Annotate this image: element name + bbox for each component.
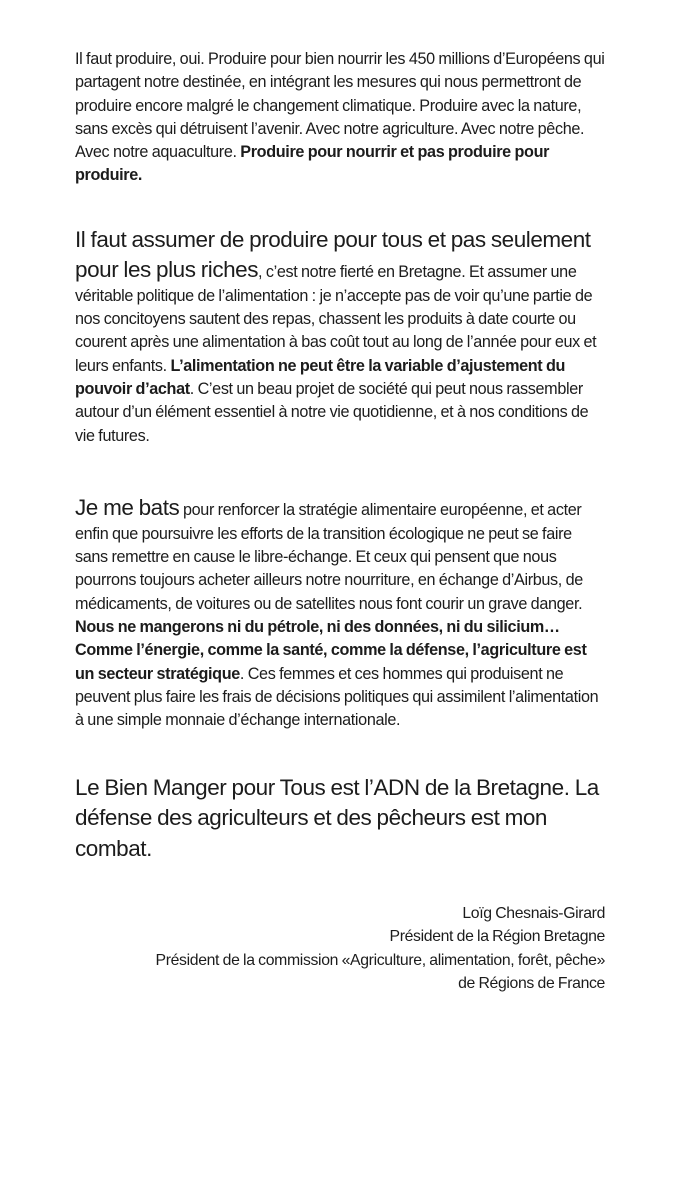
paragraph-text: . C’est un beau projet de société qui peut nous rassembler autour d’un élément essentiel à notre vie quotidienne, et à nos conditions de vie futures. <box>75 379 589 445</box>
signature-title: Président de la Région Bretagne <box>389 928 605 946</box>
paragraph-emphasis: Produire pour nourrir et pas produire pour produire. <box>75 143 550 185</box>
document-page <box>75 48 605 995</box>
paragraph-production <box>75 48 605 188</box>
signature-name: Loïg Chesnais-Girard <box>462 905 605 923</box>
paragraph-lead: Je me bats <box>75 494 180 520</box>
paragraph-emphasis: L’alimentation ne peut être la variable d’ajustement du pouvoir d’achat <box>75 356 566 398</box>
paragraph-strategy <box>75 493 605 733</box>
paragraph-emphasis: Nous ne mangerons ni du pétrole, ni des données, ni du silicium… Comme l’énergie, comme la santé, comme la défense, l’agriculture est un secteur stratégique <box>75 618 587 683</box>
paragraph-lead: Il faut assumer de produire pour tous et pas seulement pour les plus riches <box>75 226 591 282</box>
paragraph-text: pour renforcer la stratégie alimentaire européenne, et acter enfin que poursuivre les efforts de la transition écologique ne peut se faire sans remettre en cause le libre-échange. Et ceux qui pensent que nous pourrons toujours acheter ailleurs notre nourriture, en échange d’Airbus, de médicaments, de voitures ou de satellites nous font courir un grave danger. <box>75 500 583 613</box>
paragraph-text: , c’est notre fierté en Bretagne. Et assumer une véritable politique de l’alimentation : je n’accepte pas de voir qu’une partie de nos concitoyens sautent des repas, chassent les produits à date courte ou courent après une alimentation à bas coût tout au long de l’année pour eux et leurs enfants. <box>75 262 597 375</box>
paragraph-food-policy <box>75 225 605 448</box>
closing-statement: Le Bien Manger pour Tous est l’ADN de la Bretagne. La défense des agriculteurs et des pêcheurs est mon combat. <box>75 774 599 861</box>
paragraph-text: . Ces femmes et ces hommes qui produisent ne peuvent plus faire les frais de décisions politiques qui assimilent l’alimentation à une simple monnaie d’échange internationale. <box>75 664 599 730</box>
paragraph-text: Il faut produire, oui. Produire pour bien nourrir les 450 millions d’Européens qui partagent notre destinée, en intégrant les mesures qui nous permettront de produire encore malgré le changement climatique. Produire avec la nature, sans excès qui détruisent l’avenir. Avec notre agriculture. Avec notre pêche. Avec notre aquaculture. <box>75 50 605 162</box>
signature-block <box>75 902 605 995</box>
signature-title: Président de la commission «Agriculture, alimentation, forêt, pêche» <box>155 951 605 969</box>
signature-title: de Régions de France <box>458 974 605 992</box>
